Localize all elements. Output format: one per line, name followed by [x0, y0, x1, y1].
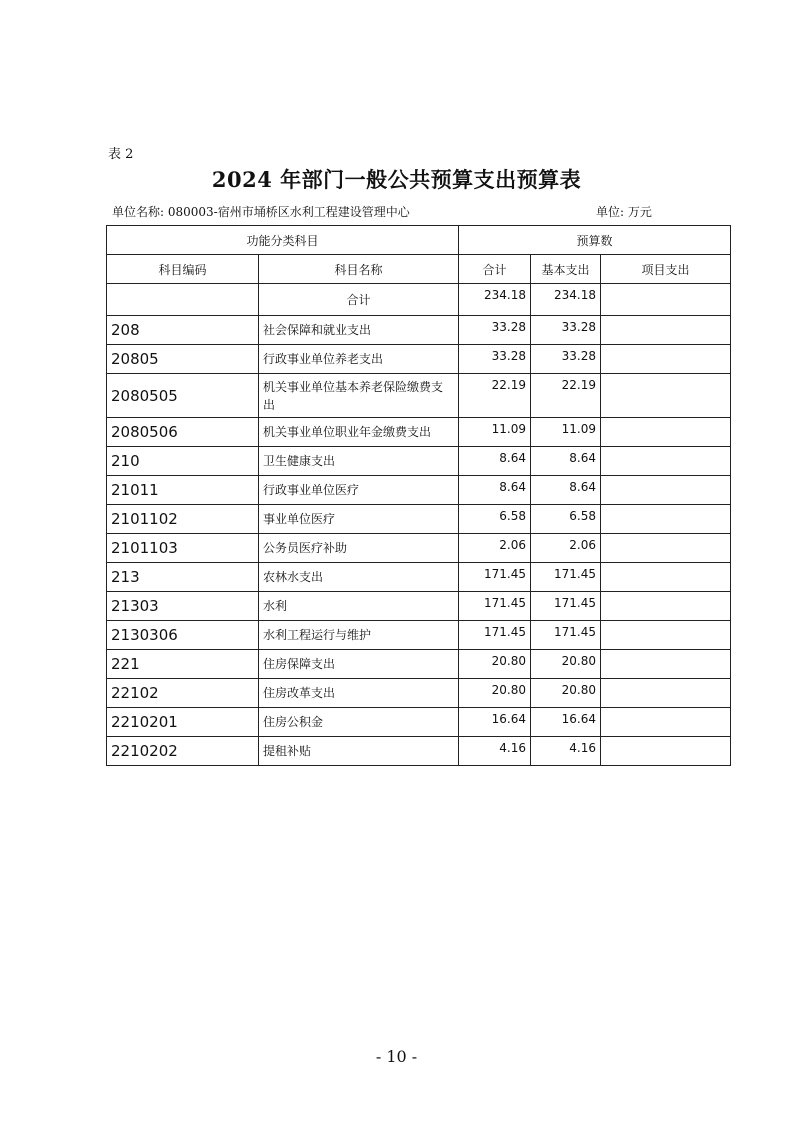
total-cell: 171.45 [459, 621, 531, 650]
project-cell [601, 374, 731, 418]
name-cell: 公务员医疗补助 [259, 534, 459, 563]
header-name: 科目名称 [259, 255, 459, 284]
header-project: 项目支出 [601, 255, 731, 284]
unit-name: 单位名称: 080003-宿州市埇桥区水利工程建设管理中心 [112, 205, 410, 219]
header-code: 科目编码 [107, 255, 259, 284]
project-cell [601, 650, 731, 679]
total-cell: 4.16 [459, 737, 531, 766]
code-cell: 2080505 [107, 374, 259, 418]
basic-cell: 16.64 [531, 708, 601, 737]
total-cell: 16.64 [459, 708, 531, 737]
total-cell: 8.64 [459, 447, 531, 476]
code-cell: 2210201 [107, 708, 259, 737]
basic-cell: 22.19 [531, 374, 601, 418]
basic-cell: 11.09 [531, 418, 601, 447]
total-cell: 20.80 [459, 679, 531, 708]
name-cell: 住房保障支出 [259, 650, 459, 679]
name-cell: 行政事业单位养老支出 [259, 345, 459, 374]
table-row [107, 345, 731, 374]
code-cell: 2101102 [107, 505, 259, 534]
unit-of-measure: 单位: 万元 [596, 205, 652, 219]
basic-cell: 171.45 [531, 563, 601, 592]
basic-cell: 6.58 [531, 505, 601, 534]
code-cell: 2101103 [107, 534, 259, 563]
code-cell: 210 [107, 447, 259, 476]
code-cell: 21011 [107, 476, 259, 505]
total-cell: 2.06 [459, 534, 531, 563]
total-total-cell: 234.18 [459, 284, 531, 316]
table-label: 表 2 [108, 147, 134, 162]
project-cell [601, 621, 731, 650]
table-row [107, 650, 731, 679]
project-cell [601, 679, 731, 708]
project-cell [601, 418, 731, 447]
code-cell: 21303 [107, 592, 259, 621]
code-cell: 2080506 [107, 418, 259, 447]
total-project-cell [601, 284, 731, 316]
basic-cell: 4.16 [531, 737, 601, 766]
name-cell: 住房公积金 [259, 708, 459, 737]
table-row [107, 679, 731, 708]
table-row [107, 563, 731, 592]
name-cell: 事业单位医疗 [259, 505, 459, 534]
total-code-cell [107, 284, 259, 316]
basic-cell: 171.45 [531, 621, 601, 650]
basic-cell: 33.28 [531, 316, 601, 345]
basic-cell: 33.28 [531, 345, 601, 374]
project-cell [601, 316, 731, 345]
code-cell: 221 [107, 650, 259, 679]
table-row [107, 374, 731, 418]
code-cell: 20805 [107, 345, 259, 374]
table-row [107, 505, 731, 534]
basic-cell: 8.64 [531, 476, 601, 505]
name-cell: 社会保障和就业支出 [259, 316, 459, 345]
code-cell: 208 [107, 316, 259, 345]
budget-table [106, 225, 731, 766]
header-column-row [107, 255, 731, 284]
header-basic: 基本支出 [531, 255, 601, 284]
name-cell: 机关事业单位基本养老保险缴费支出 [259, 374, 459, 418]
name-cell: 水利工程运行与维护 [259, 621, 459, 650]
project-cell [601, 534, 731, 563]
project-cell [601, 345, 731, 374]
total-cell: 6.58 [459, 505, 531, 534]
basic-cell: 2.06 [531, 534, 601, 563]
project-cell [601, 476, 731, 505]
table-row [107, 316, 731, 345]
project-cell [601, 737, 731, 766]
total-basic-cell: 234.18 [531, 284, 601, 316]
table-row [107, 534, 731, 563]
header-budget-amount: 预算数 [459, 226, 731, 255]
name-cell: 机关事业单位职业年金缴费支出 [259, 418, 459, 447]
code-cell: 22102 [107, 679, 259, 708]
total-cell: 171.45 [459, 592, 531, 621]
code-cell: 2130306 [107, 621, 259, 650]
project-cell [601, 447, 731, 476]
total-cell: 22.19 [459, 374, 531, 418]
basic-cell: 8.64 [531, 447, 601, 476]
basic-cell: 20.80 [531, 679, 601, 708]
header-group-row [107, 226, 731, 255]
page-number: - 10 - [375, 1047, 418, 1066]
table-row [107, 737, 731, 766]
table-row [107, 447, 731, 476]
basic-cell: 20.80 [531, 650, 601, 679]
basic-cell: 171.45 [531, 592, 601, 621]
total-cell: 33.28 [459, 345, 531, 374]
table-row [107, 708, 731, 737]
total-cell: 20.80 [459, 650, 531, 679]
table-row [107, 592, 731, 621]
document-title: 2024 年部门一般公共预算支出预算表 [211, 167, 582, 192]
table-row [107, 621, 731, 650]
name-cell: 行政事业单位医疗 [259, 476, 459, 505]
name-cell: 农林水支出 [259, 563, 459, 592]
project-cell [601, 505, 731, 534]
header-total: 合计 [459, 255, 531, 284]
total-cell: 8.64 [459, 476, 531, 505]
total-row [107, 284, 731, 316]
table-row [107, 418, 731, 447]
project-cell [601, 592, 731, 621]
total-cell: 171.45 [459, 563, 531, 592]
table-row [107, 476, 731, 505]
name-cell: 住房改革支出 [259, 679, 459, 708]
total-cell: 33.28 [459, 316, 531, 345]
header-functional-category: 功能分类科目 [107, 226, 459, 255]
project-cell [601, 563, 731, 592]
name-cell: 卫生健康支出 [259, 447, 459, 476]
project-cell [601, 708, 731, 737]
total-cell: 11.09 [459, 418, 531, 447]
name-cell: 提租补贴 [259, 737, 459, 766]
total-name-cell: 合计 [259, 284, 459, 316]
code-cell: 2210202 [107, 737, 259, 766]
code-cell: 213 [107, 563, 259, 592]
name-cell: 水利 [259, 592, 459, 621]
